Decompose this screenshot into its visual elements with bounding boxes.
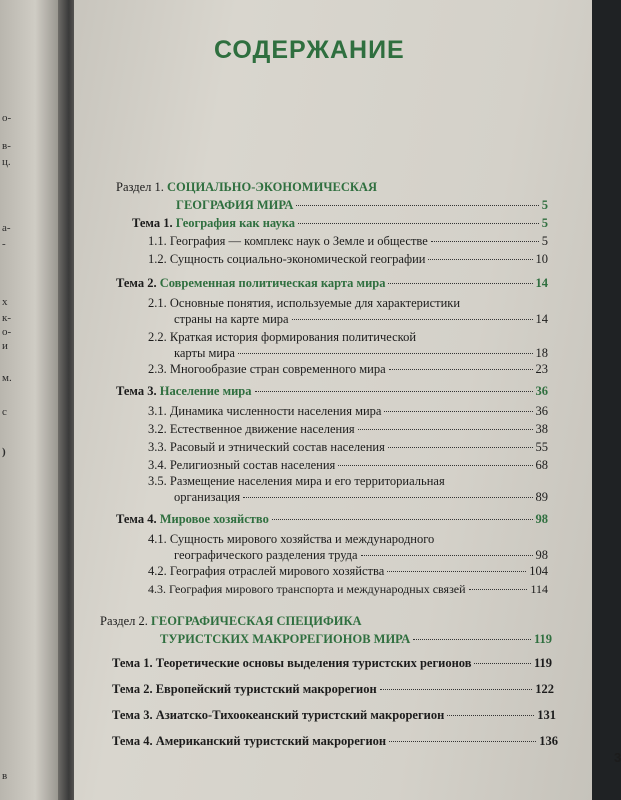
item-number: 4.3.	[148, 582, 166, 596]
page-ref: 122	[535, 682, 554, 696]
item-number: 2.2.	[148, 330, 167, 344]
leader-dots	[384, 411, 532, 412]
leader-dots	[413, 639, 531, 640]
left-page-fragment: с	[2, 406, 7, 418]
item-text: Религиозный состав населения	[169, 458, 336, 472]
item-text: Динамика численности населения мира	[169, 404, 382, 418]
contents-page	[74, 0, 621, 800]
page-ref: 5	[541, 216, 548, 230]
left-page-fragment: м.	[2, 372, 12, 384]
toc-item-4-3	[148, 582, 548, 596]
page-ref: 136	[539, 734, 558, 748]
item-text: карты мира	[174, 346, 235, 360]
item-number: 2.3.	[148, 362, 167, 376]
page-ref: 55	[535, 440, 548, 454]
section-title-line2: ТУРИСТСКИХ МАКРОРЕГИОНОВ МИРА	[160, 632, 411, 646]
leader-dots	[431, 241, 539, 242]
toc-item-4-1-line1	[148, 532, 434, 547]
toc-item-1-2	[148, 252, 548, 266]
page-ref: 18	[535, 346, 548, 360]
toc-item-2-1-line1	[148, 296, 460, 311]
page-ref: 5	[541, 234, 548, 248]
item-text: Размещение населения мира и его территориальная	[169, 474, 445, 488]
section-title-line1: ГЕОГРАФИЧЕСКАЯ СПЕЦИФИКА	[150, 614, 362, 628]
page-ref: 38	[535, 422, 548, 436]
toc-item-3-1	[148, 404, 548, 418]
topic-title: Современная политическая карта мира	[159, 276, 386, 290]
page-title: СОДЕРЖАНИЕ	[214, 36, 405, 64]
leader-dots	[380, 689, 533, 690]
toc-item-3-5-line1	[148, 474, 445, 489]
leader-dots	[387, 571, 526, 572]
leader-dots	[389, 741, 536, 742]
left-page-fragment: -	[2, 238, 6, 250]
item-number: 3.3.	[148, 440, 167, 454]
page-ref: 5	[541, 198, 548, 212]
s2-topic-4-entry	[112, 734, 558, 748]
leader-dots	[238, 353, 533, 354]
section-1-heading	[116, 180, 377, 195]
page-ref: 89	[535, 490, 548, 504]
topic-label: Тема 3.	[112, 708, 153, 722]
item-text: Расовый и этнический состав населения	[169, 440, 385, 454]
item-text: Краткая история формирования политической	[169, 330, 417, 344]
item-text: организация	[174, 490, 241, 504]
page-ref: 10	[535, 252, 548, 266]
leader-dots	[389, 369, 533, 370]
s2-topic-1-entry	[112, 656, 552, 670]
toc-item-3-3	[148, 440, 548, 454]
leader-dots	[243, 497, 532, 498]
leader-dots	[255, 391, 533, 392]
section-1-entry	[176, 198, 548, 212]
item-number: 1.1.	[148, 234, 167, 248]
item-text: Естественное движение населения	[169, 422, 355, 436]
toc-item-2-2-line1	[148, 330, 416, 345]
item-number: 4.2.	[148, 564, 167, 578]
toc-item-4-2	[148, 564, 548, 578]
topic-label: Тема 3.	[116, 384, 157, 398]
leader-dots	[469, 589, 528, 590]
leader-dots	[296, 205, 538, 206]
s2-topic-3-entry	[112, 708, 556, 722]
topic-1-entry	[132, 216, 548, 230]
left-page-fragment: в	[2, 770, 8, 782]
topic-label: Тема 2.	[112, 682, 153, 696]
topic-label: Тема 4.	[112, 734, 153, 748]
leader-dots	[361, 555, 533, 556]
page-ref: 131	[537, 708, 556, 722]
leader-dots	[298, 223, 539, 224]
left-page-fragment: и	[2, 340, 8, 352]
toc-item-2-3	[148, 362, 548, 376]
page-ref: 14	[535, 312, 548, 326]
topic-title: Азиатско-Тихоокеанский туристский макрорегион	[155, 708, 445, 722]
item-number: 1.2.	[148, 252, 167, 266]
item-text: Многообразие стран современного мира	[169, 362, 386, 376]
page-ref: 23	[535, 362, 548, 376]
topic-label: Тема 1.	[112, 656, 153, 670]
toc-item-2-1-line2	[174, 312, 548, 326]
section-label: Раздел 2.	[100, 614, 148, 628]
item-text: географического разделения труда	[174, 548, 358, 562]
leader-dots	[474, 663, 530, 664]
section-title-line1: СОЦИАЛЬНО-ЭКОНОМИЧЕСКАЯ	[166, 180, 377, 194]
page-ref: 114	[530, 582, 548, 596]
left-page-fragment: ц.	[2, 156, 11, 168]
topic-title: Мировое хозяйство	[159, 512, 269, 526]
topic-title: Население мира	[159, 384, 252, 398]
page-ref: 119	[533, 632, 552, 646]
toc-item-2-2-line2	[174, 346, 548, 360]
leader-dots	[447, 715, 534, 716]
page-ref: 119	[533, 656, 552, 670]
left-page-fragment: о-	[2, 112, 12, 124]
leader-dots	[388, 283, 532, 284]
page-ref: 68	[535, 458, 548, 472]
topic-4-entry	[116, 512, 548, 526]
toc-item-3-4	[148, 458, 548, 472]
item-number: 3.1.	[148, 404, 167, 418]
topic-title: География как наука	[175, 216, 296, 230]
toc-item-4-1-line2	[174, 548, 548, 562]
topic-label: Тема 4.	[116, 512, 157, 526]
leader-dots	[388, 447, 533, 448]
item-text: География мирового транспорта и международных связей	[169, 582, 466, 596]
page-ref: 14	[535, 276, 548, 290]
item-text: География отраслей мирового хозяйства	[169, 564, 385, 578]
item-number: 3.4.	[148, 458, 167, 472]
topic-label: Тема 1.	[132, 216, 173, 230]
left-page-edge	[0, 0, 64, 800]
left-page-fragment: о-	[2, 326, 12, 338]
page-number: 3	[614, 750, 621, 765]
page-ref: 36	[535, 384, 548, 398]
section-title-line2: ГЕОГРАФИЯ МИРА	[176, 198, 294, 212]
toc-item-3-5-line2	[174, 490, 548, 504]
topic-3-entry	[116, 384, 548, 398]
left-page-fragment: х	[2, 296, 8, 308]
leader-dots	[338, 465, 532, 466]
topic-2-entry	[116, 276, 548, 290]
page-ref: 36	[535, 404, 548, 418]
s2-topic-2-entry	[112, 682, 554, 696]
toc-item-1-1	[148, 234, 548, 248]
leader-dots	[292, 319, 533, 320]
left-page-fragment: а-	[2, 222, 11, 234]
item-number: 2.1.	[148, 296, 167, 310]
item-number: 3.5.	[148, 474, 167, 488]
leader-dots	[272, 519, 533, 520]
topic-title: Теоретические основы выделения туристских регионов	[155, 656, 472, 670]
page-ref: 98	[535, 548, 548, 562]
item-text: Сущность мирового хозяйства и международного	[169, 532, 435, 546]
topic-title: Европейский туристский макрорегион	[155, 682, 377, 696]
item-number: 3.2.	[148, 422, 167, 436]
section-2-entry	[160, 632, 552, 646]
section-2-heading	[100, 614, 362, 629]
toc-item-3-2	[148, 422, 548, 436]
item-text: Основные понятия, используемые для характеристики	[169, 296, 461, 310]
left-page-fragment: в-	[2, 140, 11, 152]
item-text: страны на карте мира	[174, 312, 289, 326]
item-text: Сущность социально-экономической географии	[169, 252, 426, 266]
leader-dots	[358, 429, 533, 430]
left-page-fragment: к-	[2, 312, 12, 324]
item-text: География — комплекс наук о Земле и обществе	[169, 234, 428, 248]
page-ref: 104	[529, 564, 548, 578]
item-number: 4.1.	[148, 532, 167, 546]
section-label: Раздел 1.	[116, 180, 164, 194]
topic-label: Тема 2.	[116, 276, 157, 290]
page-ref: 98	[535, 512, 548, 526]
left-page-fragment: )	[2, 446, 6, 458]
topic-title: Американский туристский макрорегион	[155, 734, 387, 748]
leader-dots	[428, 259, 532, 260]
